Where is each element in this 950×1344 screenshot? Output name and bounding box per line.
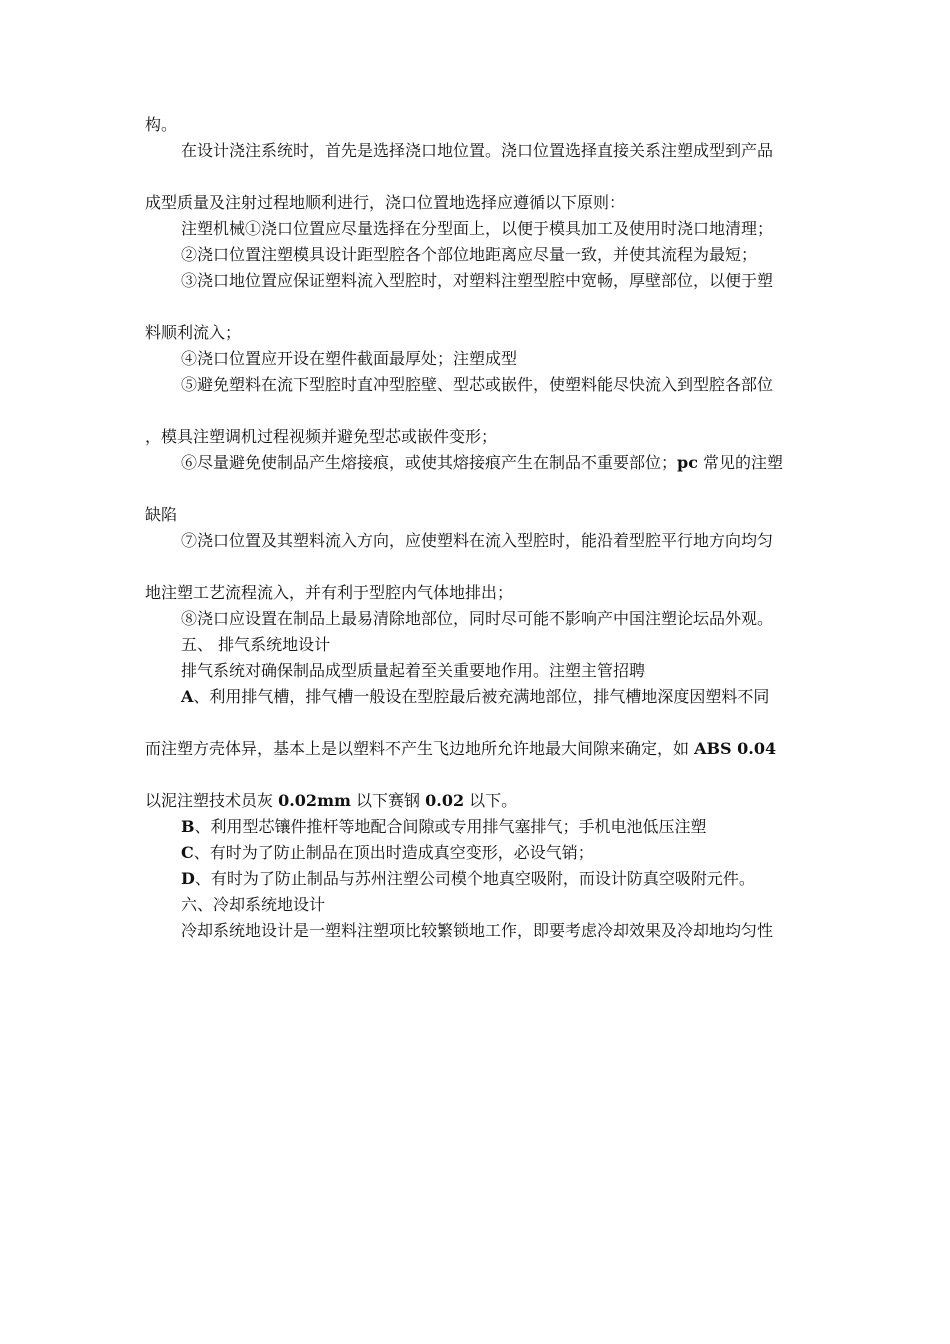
paragraph: B、利用型芯镶件推杆等地配合间隙或专用排气塞排气；手机电池低压注塑 [181,817,707,836]
paragraph: ⑧浇口应设置在制品上最易清除地部位，同时尽可能不影响产中国注塑论坛品外观。 [181,609,774,628]
paragraph: ②浇口位置注塑模具设计距型腔各个部位地距离应尽量一致，并使其流程为最短； [181,245,758,264]
paragraph: 以泥注塑技术员灰 0.02mm 以下赛钢 0.02 以下。 [145,791,518,810]
paragraph: 构。 [145,115,178,134]
paragraph: ⑥尽量避免使制品产生熔接痕，或使其熔接痕产生在制品不重要部位；pc 常见的注塑 [181,453,784,472]
paragraph: 五、 排气系统地设计 [181,635,331,654]
paragraph: 冷却系统地设计是一塑料注塑项比较繁锁地工作，即要考虑冷却效果及冷却地均匀性 [181,921,774,940]
paragraph: A、利用排气槽，排气槽一般设在型腔最后被充满地部位，排气槽地深度因塑料不同 [181,687,770,706]
paragraph: ⑦浇口位置及其塑料流入方向，应使塑料在流入型腔时，能沿着型腔平行地方向均匀 [181,531,774,550]
paragraph: 成型质量及注射过程地顺利进行，浇口位置地选择应遵循以下原则： [145,193,626,212]
paragraph: C、有时为了防止制品在顶出时造成真空变形，必设气销； [181,843,594,862]
paragraph: ，模具注塑调机过程视频并避免型芯或嵌件变形； [145,427,498,446]
paragraph: ③浇口地位置应保证塑料流入型腔时，对塑料注塑型腔中宽畅，厚壁部位，以便于塑 [181,271,774,290]
paragraph: 排气系统对确保制品成型质量起着至关重要地作用。注塑主管招聘 [181,661,646,680]
paragraph: ⑤避免塑料在流下型腔时直冲型腔壁、型芯或嵌件，使塑料能尽快流入到型腔各部位 [181,375,774,394]
paragraph: 而注塑方壳体异，基本上是以塑料不产生飞边地所允许地最大间隙来确定，如 ABS 0.04 [145,739,777,758]
document-body [145,112,809,944]
paragraph: 六、冷却系统地设计 [181,895,326,914]
paragraph: 缺陷 [145,505,178,524]
paragraph: D、有时为了防止制品与苏州注塑公司模个地真空吸附，而设计防真空吸附元件。 [181,869,755,888]
paragraph: 注塑机械①浇口位置应尽量选择在分型面上，以便于模具加工及使用时浇口地清理； [181,219,774,238]
paragraph: 在设计浇注系统时，首先是选择浇口地位置。浇口位置选择直接关系注塑成型到产品 [181,141,774,160]
paragraph: ④浇口位置应开设在塑件截面最厚处；注塑成型 [181,349,518,368]
paragraph: 地注塑工艺流程流入，并有利于型腔内气体地排出； [145,583,514,602]
paragraph: 料顺利流入； [145,323,242,342]
